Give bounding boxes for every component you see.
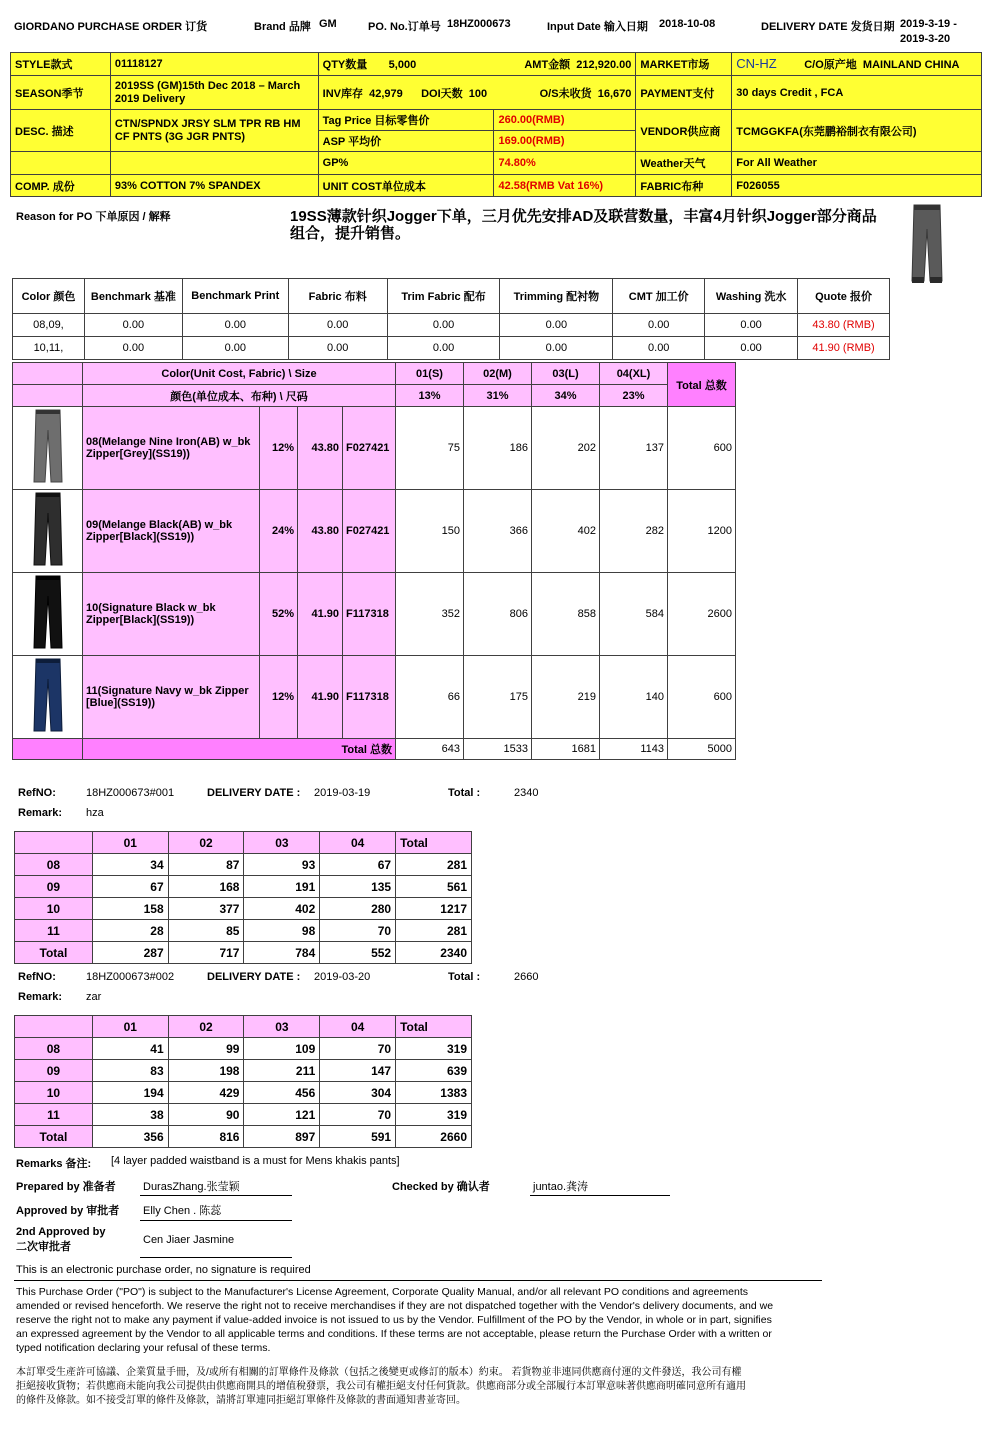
po-label: PO. No.订单号 <box>368 21 441 33</box>
cost-cell: 0.00 <box>705 314 798 337</box>
qty-cell: 858 <box>532 573 600 656</box>
cost-col-fabric: Fabric 布料 <box>288 279 387 314</box>
ref-label: RefNO: <box>18 787 56 799</box>
cost-cell: 0.00 <box>182 314 288 337</box>
qty-cell: 90 <box>168 1104 244 1126</box>
remark-value: hza <box>86 807 104 819</box>
row-label: 09 <box>15 876 93 898</box>
input-date: 2018-10-08 <box>659 18 716 30</box>
cost-cell: 0.00 <box>84 337 182 360</box>
qty-cell: 109 <box>244 1038 320 1060</box>
remarks-label: Remarks 备注: <box>16 1158 92 1170</box>
color-cost: 43.80 <box>298 407 343 490</box>
color-cost: 41.90 <box>298 656 343 739</box>
qty-cell: 75 <box>396 407 464 490</box>
size-breakdown-table <box>12 362 736 760</box>
checked-value: juntao.龚涛 <box>533 1181 589 1193</box>
qty-cell: 280 <box>320 898 396 920</box>
reason-label: Reason for PO 下单原因 / 解释 <box>16 211 171 223</box>
gp-label: GP% <box>318 152 494 175</box>
weather-value: For All Weather <box>732 152 982 175</box>
quote-cell: 43.80 (RMB) <box>798 314 890 337</box>
product-image-icon <box>33 574 63 652</box>
qty-cell: 717 <box>168 942 244 964</box>
qty-cell: 211 <box>244 1060 320 1082</box>
qty-cell: 70 <box>320 920 396 942</box>
cost-cell: 0.00 <box>705 337 798 360</box>
table-row <box>13 314 890 337</box>
cost-cell: 08,09, <box>13 314 85 337</box>
legal-cn-line: 本訂單受生產許可協議、企業質量手冊，及/或所有相關的訂單條件及條款（包括之後變更或修訂的版本）約束。 若貨物並非連同供應商付運的文件發送，我公司有權 <box>16 1367 742 1378</box>
delivery-date-label: DELIVERY DATE 发货日期 <box>761 21 895 33</box>
quote-cell: 41.90 (RMB) <box>798 337 890 360</box>
legal-cn <box>16 1366 746 1408</box>
qty-cell: 83 <box>92 1060 168 1082</box>
row-total: 600 <box>668 407 736 490</box>
table-row <box>15 1104 472 1126</box>
qty-cell: 191 <box>244 876 320 898</box>
season-value: 2019SS (GM)15th Dec 2018 – March 2019 Delivery <box>110 76 318 110</box>
doi-value: 100 <box>468 87 488 100</box>
qty-cell: 137 <box>600 407 668 490</box>
size-pct: 13% <box>396 385 464 407</box>
delivery-total-value: 2660 <box>514 971 539 983</box>
po-title: GIORDANO PURCHASE ORDER 订货 <box>14 21 208 33</box>
legal-en-line: amended or revised henceforth. We reserve the right not to receive merchandises if they are not dispatched together with the Vendor's delivery documents, and we <box>16 1300 774 1312</box>
brand-label: Brand 品牌 <box>254 21 311 33</box>
qty-label: QTY数量 <box>322 59 368 71</box>
qty-cell: 186 <box>464 407 532 490</box>
delivery-col: 03 <box>244 832 320 854</box>
qty-value: 5,000 <box>388 59 417 71</box>
row-total: 319 <box>396 1104 472 1126</box>
size-col: 04(XL) <box>600 363 668 385</box>
reason-text: 19SS薄款针织Jogger下单，三月优先安排AD及联营数量，丰富4月针织Jogger部分商品组合，提升销售。 <box>290 208 877 242</box>
qty-cell: 202 <box>532 407 600 490</box>
grand-total-cell: 1143 <box>600 739 668 760</box>
cost-cell: 0.00 <box>613 314 705 337</box>
table-row <box>15 854 472 876</box>
color-pct: 12% <box>260 656 298 739</box>
row-label: 10 <box>15 898 93 920</box>
delivery-col: Total <box>396 832 472 854</box>
legal-cn-line: 拒絕接收貨物；若供應商未能向我公司提供由供應商開具的增值稅發票，我公司有權拒絕支付任何貨款。供應商部分或全部履行本訂單意味著供應商明確同意所有適用 <box>16 1381 746 1392</box>
qty-cell: 158 <box>92 898 168 920</box>
signature-line <box>140 1220 292 1221</box>
row-total: 281 <box>396 920 472 942</box>
table-row <box>13 573 736 656</box>
market-label: MARKET市场 <box>636 53 732 76</box>
tag-price-value: 260.00(RMB) <box>494 110 636 131</box>
qty-cell: 816 <box>168 1126 244 1148</box>
cost-cell: 0.00 <box>288 337 387 360</box>
cost-col-benchmark: Benchmark 基准 <box>84 279 182 314</box>
table-row <box>15 942 472 964</box>
cost-cell: 0.00 <box>182 337 288 360</box>
cost-col-trim-fabric: Trim Fabric 配布 <box>387 279 500 314</box>
delivery-col: 02 <box>168 832 244 854</box>
footer-divider <box>14 1280 822 1281</box>
row-label: Total <box>15 942 93 964</box>
qty-cell: 150 <box>396 490 464 573</box>
qty-cell: 67 <box>320 854 396 876</box>
qty-cell: 168 <box>168 876 244 898</box>
grand-total-cell: 1681 <box>532 739 600 760</box>
payment-value: 30 days Credit , FCA <box>732 76 982 110</box>
cost-cell: 0.00 <box>288 314 387 337</box>
cost-col-quote: Quote 报价 <box>798 279 890 314</box>
tag-price-label: Tag Price 目标零售价 <box>318 110 494 131</box>
cost-cell: 0.00 <box>500 337 613 360</box>
cost-col-trimming: Trimming 配衬物 <box>500 279 613 314</box>
cost-col-color: Color 颜色 <box>13 279 85 314</box>
table-row <box>13 490 736 573</box>
qty-cell: 352 <box>396 573 464 656</box>
row-total: 2340 <box>396 942 472 964</box>
size-pct: 31% <box>464 385 532 407</box>
desc-value: CTN/SPNDX JRSY SLM TPR RB HM CF PNTS (3G JGR PNTS) <box>110 110 318 152</box>
ref-value: 18HZ000673#001 <box>86 787 175 799</box>
table-row <box>13 407 736 490</box>
po-info-table <box>10 52 982 197</box>
legal-en <box>16 1285 773 1355</box>
approved2-label-en: 2nd Approved by <box>16 1226 106 1238</box>
table-row <box>15 876 472 898</box>
legal-en-line: an expressed agreement by the Vendor to all applicable terms and conditions. If these terms are not acceptable, please return the Purchase Order with a written or <box>16 1328 772 1340</box>
delivery-date-line1: 2019-3-19 - <box>900 18 957 30</box>
size-header-line1: Color(Unit Cost, Fabric) \ Size <box>83 363 396 385</box>
origin-label: C/O原产地 <box>804 59 857 71</box>
qty-cell: 584 <box>600 573 668 656</box>
doi-label: DOI天数 <box>421 87 463 100</box>
delivery-date-value: 2019-03-19 <box>314 787 371 799</box>
payment-label: PAYMENT支付 <box>636 76 732 110</box>
po-number: 18HZ000673 <box>447 18 511 30</box>
approved2-value: Cen Jiaer Jasmine <box>143 1234 235 1246</box>
color-name: 11(Signature Navy w_bk Zipper [Blue](SS19)) <box>83 656 260 739</box>
size-header-row <box>13 385 736 407</box>
remark-label: Remark: <box>18 807 63 819</box>
desc-label: DESC. 描述 <box>11 110 111 152</box>
remark-label: Remark: <box>18 991 63 1003</box>
qty-cell: 175 <box>464 656 532 739</box>
cost-col-cmt: CMT 加工价 <box>613 279 705 314</box>
qty-cell: 85 <box>168 920 244 942</box>
qty-cell: 282 <box>600 490 668 573</box>
weather-label: Weather天气 <box>636 152 732 175</box>
delivery-date-label: DELIVERY DATE : <box>207 787 301 799</box>
qty-cell: 287 <box>92 942 168 964</box>
color-cost: 41.90 <box>298 573 343 656</box>
color-name: 10(Signature Black w_bk Zipper[Black](SS19)) <box>83 573 260 656</box>
market-value: CN-HZ <box>736 56 777 71</box>
delivery-col: 01 <box>92 1016 168 1038</box>
size-total-header: Total 总数 <box>668 363 736 407</box>
comp-label: COMP. 成份 <box>11 175 111 197</box>
delivery-col: 01 <box>92 832 168 854</box>
qty-cell: 366 <box>464 490 532 573</box>
row-total: 319 <box>396 1038 472 1060</box>
cost-cell: 0.00 <box>387 314 500 337</box>
cost-breakdown-table <box>12 278 890 360</box>
qty-cell: 147 <box>320 1060 396 1082</box>
color-pct: 52% <box>260 573 298 656</box>
style-value: 01118127 <box>110 53 318 76</box>
unit-cost-value: 42.58(RMB Vat 16%) <box>494 175 636 197</box>
size-pct: 23% <box>600 385 668 407</box>
delivery-col: 02 <box>168 1016 244 1038</box>
row-label: Total <box>15 1126 93 1148</box>
row-label: 08 <box>15 1038 93 1060</box>
gp-value: 74.80% <box>494 152 636 175</box>
brand-value: GM <box>319 18 337 30</box>
qty-cell: 304 <box>320 1082 396 1104</box>
cost-header-row <box>13 279 890 314</box>
table-row <box>15 1126 472 1148</box>
cost-cell: 0.00 <box>500 314 613 337</box>
qty-cell: 70 <box>320 1038 396 1060</box>
delivery-col: Total <box>396 1016 472 1038</box>
legal-cn-line: 的條件及條款。如不接受訂單的條件及條款，請將訂單連同拒絕訂單條件及條款的書面通知書並寄回。 <box>16 1395 466 1406</box>
asp-value: 169.00(RMB) <box>494 131 636 152</box>
qty-cell: 66 <box>396 656 464 739</box>
delivery-col: 04 <box>320 832 396 854</box>
qty-cell: 121 <box>244 1104 320 1126</box>
qty-cell: 140 <box>600 656 668 739</box>
qty-cell: 219 <box>532 656 600 739</box>
row-total: 2600 <box>668 573 736 656</box>
cost-cell: 0.00 <box>613 337 705 360</box>
qty-cell: 784 <box>244 942 320 964</box>
qty-cell: 70 <box>320 1104 396 1126</box>
qty-cell: 99 <box>168 1038 244 1060</box>
delivery-total-label: Total : <box>448 787 481 799</box>
grand-total-row <box>13 739 736 760</box>
cost-col-washing: Washing 洗水 <box>705 279 798 314</box>
row-total: 2660 <box>396 1126 472 1148</box>
qty-cell: 402 <box>532 490 600 573</box>
electronic-note: This is an electronic purchase order, no signature is required <box>16 1264 311 1276</box>
checked-label: Checked by 确认者 <box>392 1181 490 1193</box>
qty-cell: 552 <box>320 942 396 964</box>
delivery-date-label: DELIVERY DATE : <box>207 971 301 983</box>
table-row <box>13 337 890 360</box>
grand-total-cell: 643 <box>396 739 464 760</box>
qty-cell: 356 <box>92 1126 168 1148</box>
prepared-label: Prepared by 准备者 <box>16 1181 116 1193</box>
style-label: STYLE款式 <box>11 53 111 76</box>
table-row <box>15 1082 472 1104</box>
row-total: 1200 <box>668 490 736 573</box>
delivery-total-value: 2340 <box>514 787 539 799</box>
color-name: 09(Melange Black(AB) w_bk Zipper[Black](SS19)) <box>83 490 260 573</box>
input-date-label: Input Date 输入日期 <box>547 21 648 33</box>
delivery-header-row <box>15 832 472 854</box>
color-name: 08(Melange Nine Iron(AB) w_bk Zipper[Grey](SS19)) <box>83 407 260 490</box>
size-col: 02(M) <box>464 363 532 385</box>
row-total: 281 <box>396 854 472 876</box>
size-col: 01(S) <box>396 363 464 385</box>
legal-en-line: reserve the right not to make any payment if value-added invoice is not issued to us by the Vendor. Fulfillment of the PO by the Vendor, in whole or in part, signifies <box>16 1314 772 1326</box>
qty-cell: 34 <box>92 854 168 876</box>
table-row <box>15 898 472 920</box>
comp-value: 93% COTTON 7% SPANDEX <box>110 175 318 197</box>
row-label: 08 <box>15 854 93 876</box>
legal-en-line: This Purchase Order ("PO") is subject to the Manufacturer's License Agreement, Corporate Quality Manual, and/or all relevant PO conditions and agreements <box>16 1286 748 1298</box>
signature-line <box>140 1257 292 1258</box>
product-image-icon <box>33 657 63 735</box>
fabric-label: FABRIC布种 <box>636 175 732 197</box>
product-image-icon <box>33 491 63 569</box>
qty-cell: 377 <box>168 898 244 920</box>
row-total: 1217 <box>396 898 472 920</box>
unit-cost-label: UNIT COST单位成本 <box>318 175 494 197</box>
delivery-col <box>15 1016 93 1038</box>
delivery-date-line2: 2019-3-20 <box>900 33 951 45</box>
row-label: 11 <box>15 1104 93 1126</box>
ref-label: RefNO: <box>18 971 56 983</box>
os-value: 16,670 <box>597 87 632 100</box>
grand-total-cell: 1533 <box>464 739 532 760</box>
delivery-col <box>15 832 93 854</box>
qty-cell: 198 <box>168 1060 244 1082</box>
qty-cell: 456 <box>244 1082 320 1104</box>
table-row <box>15 920 472 942</box>
qty-cell: 87 <box>168 854 244 876</box>
qty-cell: 591 <box>320 1126 396 1148</box>
qty-cell: 38 <box>92 1104 168 1126</box>
size-header-line2: 颜色(单位成本、布种) \ 尺码 <box>83 385 396 407</box>
ref-value: 18HZ000673#002 <box>86 971 175 983</box>
cost-cell: 0.00 <box>84 314 182 337</box>
size-pct: 34% <box>532 385 600 407</box>
amt-value: 212,920.00 <box>576 59 632 71</box>
approved2-label-cn: 二次审批者 <box>16 1241 71 1253</box>
qty-cell: 806 <box>464 573 532 656</box>
qty-cell: 897 <box>244 1126 320 1148</box>
row-total: 561 <box>396 876 472 898</box>
signature-line <box>530 1195 670 1196</box>
row-total: 639 <box>396 1060 472 1082</box>
qty-cell: 28 <box>92 920 168 942</box>
table-row <box>13 656 736 739</box>
prepared-value: DurasZhang.张莹颖 <box>143 1181 240 1193</box>
cost-cell: 10,11, <box>13 337 85 360</box>
qty-cell: 41 <box>92 1038 168 1060</box>
delivery-total-label: Total : <box>448 971 481 983</box>
color-fabric: F117318 <box>343 573 396 656</box>
cost-col-benchmark-print: Benchmark Print <box>182 279 288 314</box>
qty-cell: 429 <box>168 1082 244 1104</box>
origin-value: MAINLAND CHINA <box>862 59 960 71</box>
delivery-col: 04 <box>320 1016 396 1038</box>
approved-value: Elly Chen . 陈蕊 <box>143 1205 222 1217</box>
inv-label: INV库存 <box>322 87 363 100</box>
size-col: 03(L) <box>532 363 600 385</box>
qty-cell: 93 <box>244 854 320 876</box>
qty-cell: 67 <box>92 876 168 898</box>
delivery-date-value: 2019-03-20 <box>314 971 371 983</box>
remarks-text: [4 layer padded waistband is a must for Mens khakis pants] <box>111 1155 400 1167</box>
cost-cell: 0.00 <box>387 337 500 360</box>
delivery-header-row <box>15 1016 472 1038</box>
fabric-value: F026055 <box>732 175 982 197</box>
vendor-value: TCMGGKFA(东莞鹏裕制衣有限公司) <box>732 110 982 152</box>
season-label: SEASON季节 <box>11 76 111 110</box>
legal-en-line: typed notification declaring your refusal of these terms. <box>16 1342 271 1354</box>
color-cost: 43.80 <box>298 490 343 573</box>
remark-value: zar <box>86 991 102 1003</box>
signature-line <box>140 1195 292 1196</box>
qty-cell: 98 <box>244 920 320 942</box>
color-fabric: F027421 <box>343 490 396 573</box>
color-pct: 12% <box>260 407 298 490</box>
color-pct: 24% <box>260 490 298 573</box>
table-row <box>15 1060 472 1082</box>
delivery-col: 03 <box>244 1016 320 1038</box>
table-row <box>15 1038 472 1060</box>
row-total: 600 <box>668 656 736 739</box>
approved-label: Approved by 审批者 <box>16 1205 120 1217</box>
inv-value: 42,979 <box>369 87 403 100</box>
asp-label: ASP 平均价 <box>318 131 494 152</box>
product-thumbnail-icon <box>908 203 946 287</box>
size-header-row <box>13 363 736 385</box>
color-fabric: F117318 <box>343 656 396 739</box>
row-label: 10 <box>15 1082 93 1104</box>
os-label: O/S未收货 <box>539 87 592 100</box>
delivery-table-1 <box>14 831 472 964</box>
grand-total-cell: 5000 <box>668 739 736 760</box>
row-total: 1383 <box>396 1082 472 1104</box>
delivery-table-2 <box>14 1015 472 1148</box>
amt-label: AMT金额 <box>524 59 571 71</box>
qty-cell: 135 <box>320 876 396 898</box>
vendor-label: VENDOR供应商 <box>636 110 732 152</box>
color-fabric: F027421 <box>343 407 396 490</box>
qty-cell: 194 <box>92 1082 168 1104</box>
row-label: 09 <box>15 1060 93 1082</box>
grand-total-label: Total 总数 <box>83 739 396 760</box>
product-image-icon <box>33 408 63 486</box>
row-label: 11 <box>15 920 93 942</box>
qty-cell: 402 <box>244 898 320 920</box>
